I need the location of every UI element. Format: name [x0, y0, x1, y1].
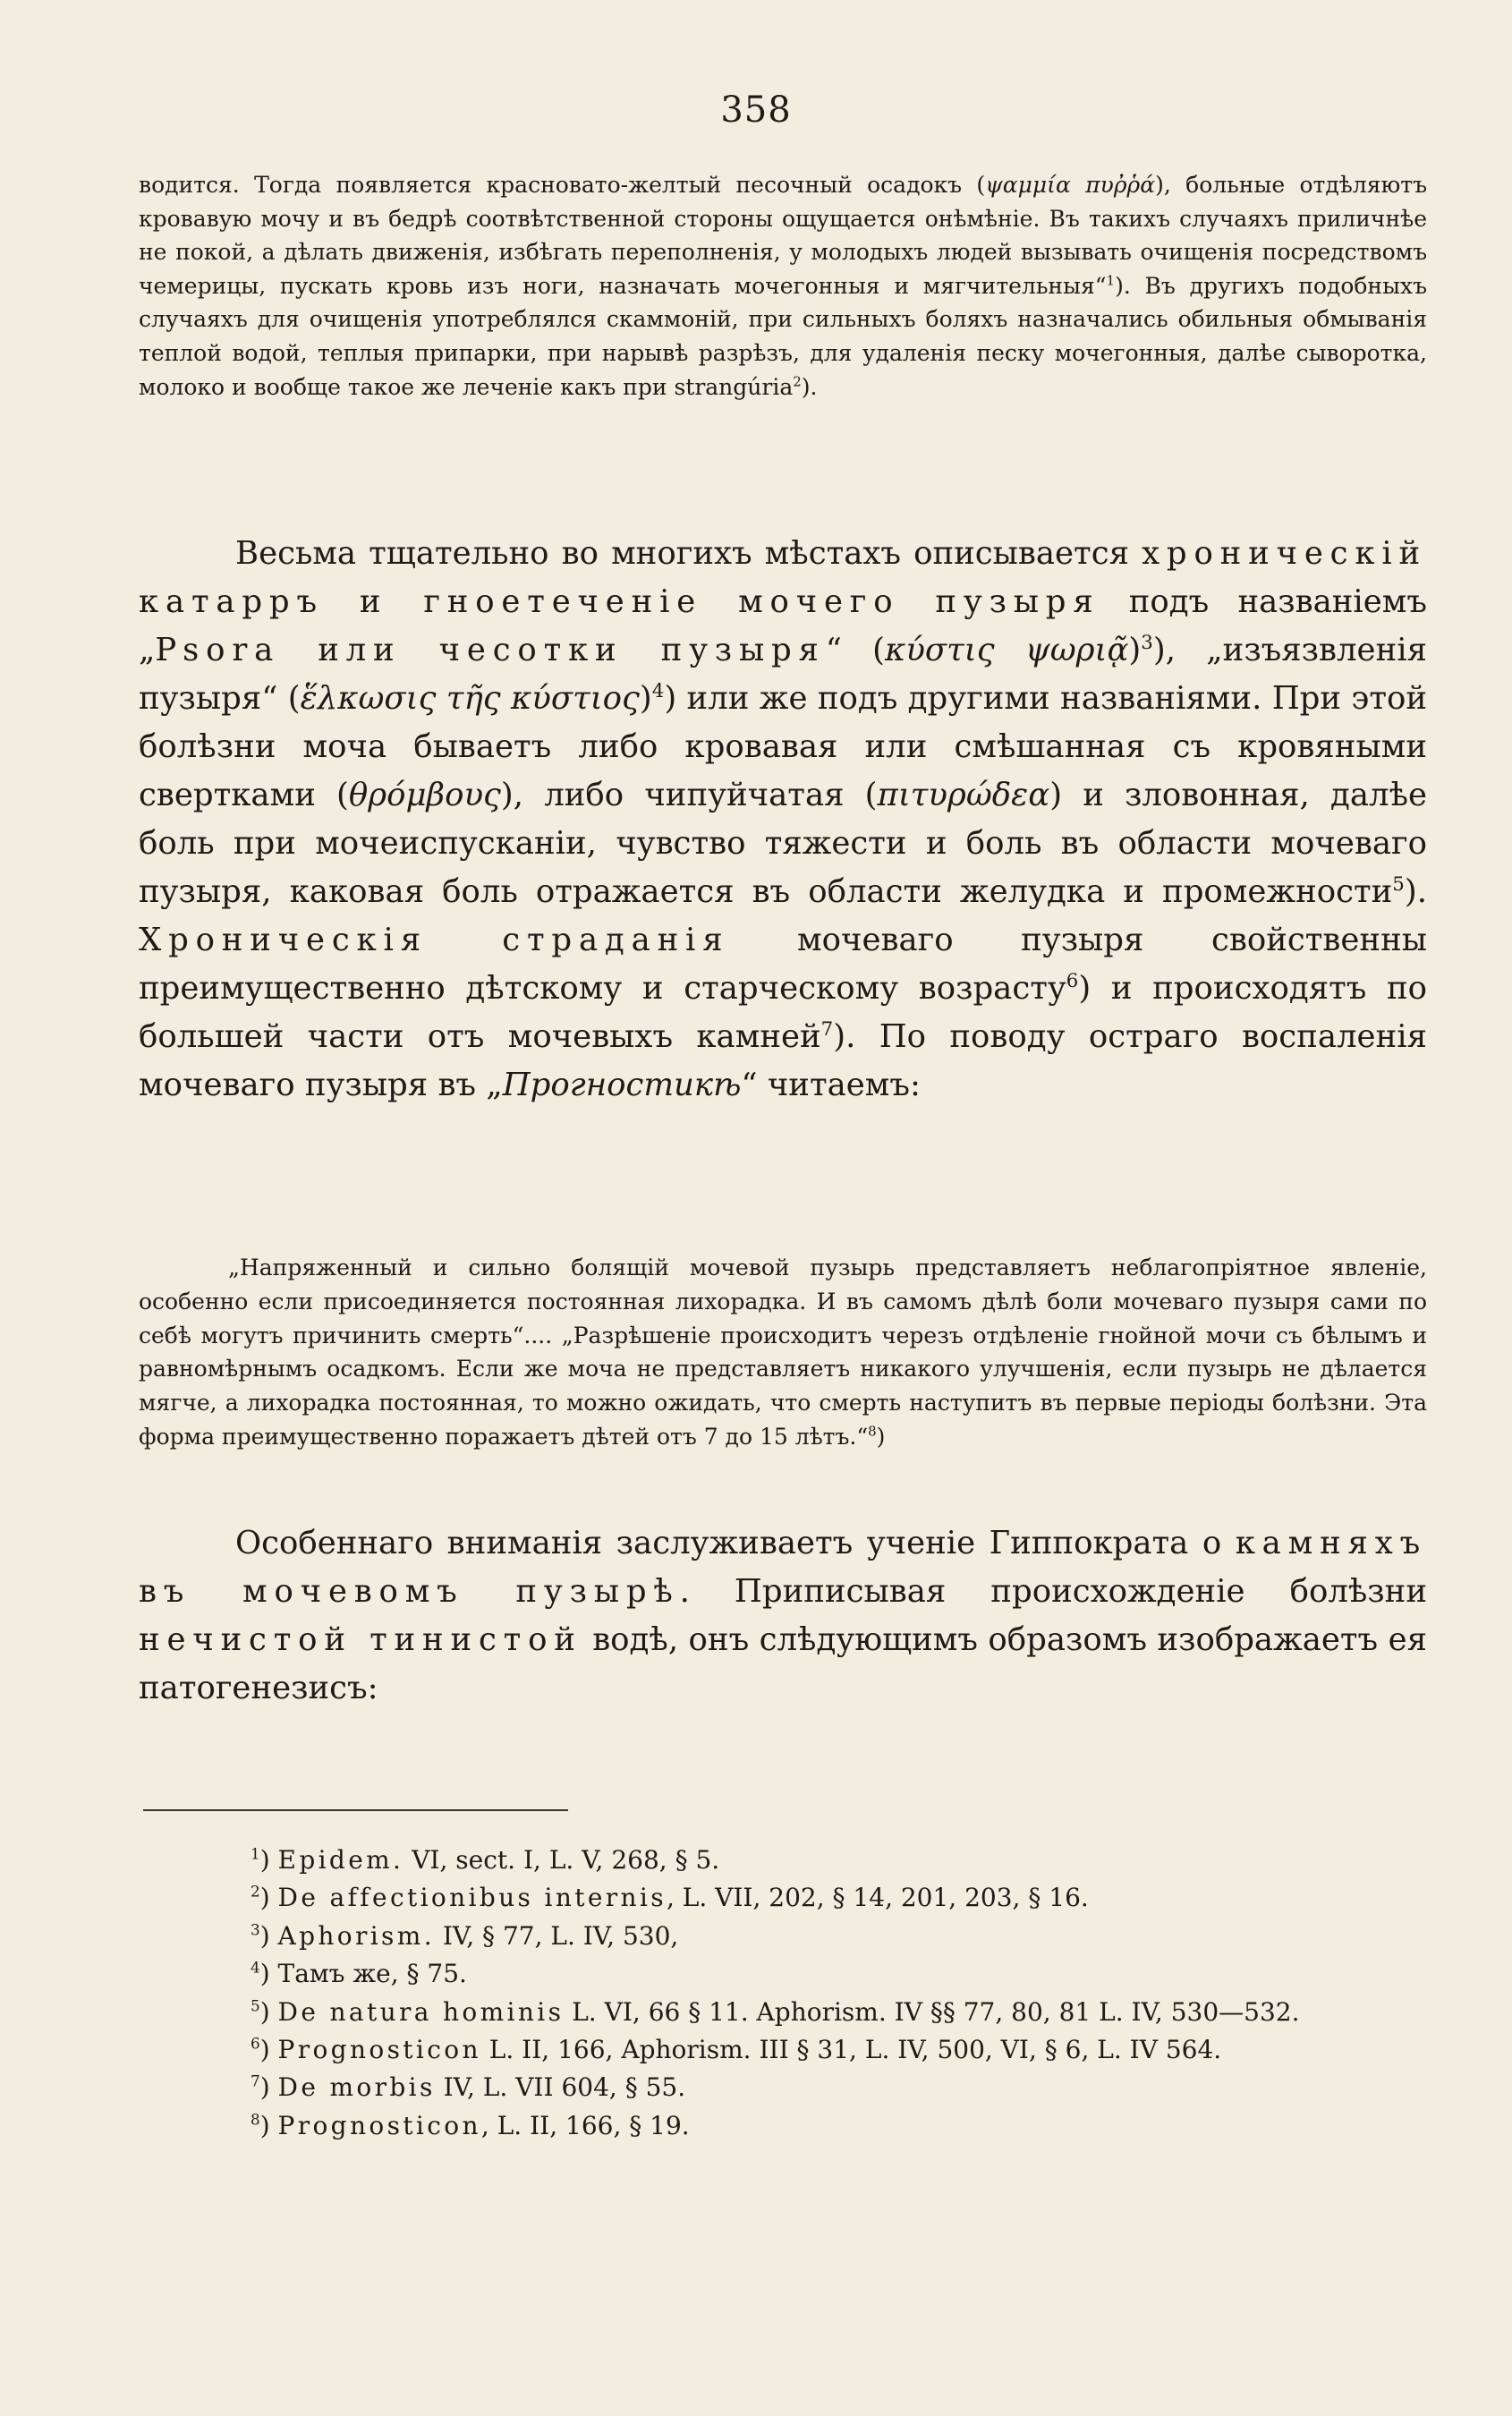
- spaced-term: хроническій катарръ и гноетеченіе мочего пузыря: [139, 535, 1427, 620]
- footnote-source: Aphorism.: [277, 1920, 435, 1951]
- footnote-ref: 6: [1066, 970, 1079, 993]
- footnote-source: Prognosticon: [277, 2035, 481, 2065]
- spaced-term: камняхъ въ мочевомъ пузырѣ: [139, 1525, 1427, 1610]
- spaced-term: Psora или чесотки пузыря: [155, 632, 826, 668]
- footnote-item: $^8$) Prognosticon, L. II, 166, § 19.: [251, 2110, 690, 2140]
- block-quote: „Напряженный и сильно болящій мочевой пузырь представляетъ неблагопріятное явленіе, особенно если присоединяется постоянная лихорадка. И въ самомъ дѣлѣ боли мочеваго пузыря сами по себѣ могутъ причинить смерть“.... „Разрѣшеніе происходитъ черезъ отдѣленіе гнойной мочи съ бѣлымъ и равномѣрнымъ осадкомъ. Если же моча не представляетъ никакого улучшенія, если пузырь не дѣлается мягче, а лихорадка постоянная, то можно ожидать, что смерть наступитъ въ первые періоды болѣзни. Эта форма преимущественно поражаетъ дѣтей отъ 7 до 15 лѣтъ.“$^8$): [139, 1255, 1427, 1450]
- footnote-item: $^7$) De morbis IV, L. VII 604, § 55.: [251, 2072, 686, 2103]
- footnote-ref: 8: [868, 1423, 877, 1440]
- footnote-source: De natura hominis: [277, 1996, 565, 2027]
- paragraph-stones: Особеннаго вниманія заслуживаетъ ученіе Гиппократа о камняхъ въ мочевомъ пузырѣ. Приписывая происхожденіе болѣзни нечистой тинистой водѣ, онъ слѣдующимъ образомъ изображаетъ ея патогенезисъ:: [139, 1525, 1427, 1706]
- footnote-item: $^4$) Тамъ же, § 75.: [251, 1958, 467, 1989]
- footnote-ref: 5: [1392, 873, 1405, 897]
- footnote-ref: 7: [820, 1018, 834, 1042]
- page-number: 358: [720, 89, 792, 131]
- paragraph-continuation: водится. Тогда появляется красновато-желтый песочный осадокъ (ψαμμία πυῤῥά), больные отдѣляютъ кровавую мочу и въ бедрѣ соотвѣтственной стороны ощущается онѣмѣніе. Въ такихъ случаяхъ приличнѣе не покой, а дѣлать движенія, избѣгать переполненія, у молодыхъ людей вызывать очищенія посредствомъ чемерицы, пускать кровь изъ ноги, назначать мочегонныя и мягчительныя“$^1$). Въ другихъ подобныхъ случаяхъ для очищенія употреблялся скаммоній, при сильныхъ боляхъ назначались обильныя обмыванія теплой водой, теплыя припарки, при нарывѣ разрѣзъ, для удаленія песку мочегонныя, далѣе сыворотка, молоко и вообще такое же леченіе какъ при strangúria$^2$).: [139, 172, 1427, 400]
- greek-term: πιτυρώδεα: [877, 777, 1050, 813]
- footnote-source: De affectionibus internis: [277, 1883, 667, 1913]
- footnote-item: $^6$) Prognosticon L. II, 166, Aphorism. III § 31, L. IV, 500, VI, § 6, L. IV 564.: [251, 2034, 1222, 2065]
- footnote-ref: 4: [651, 680, 665, 703]
- footnote-ref: 2: [793, 373, 802, 390]
- footnote-item: $^2$) De affectionibus internis, L. VII, 202, § 14, 201, 203, § 16.: [251, 1883, 1089, 1913]
- footnote-item: $^3$) Aphorism. IV, § 77, L. IV, 530,: [251, 1920, 679, 1951]
- footnote-item: $^5$) De natura hominis L. VI, 66 § 11. Aphorism. IV §§ 77, 80, 81 L. IV, 530—532.: [251, 1996, 1300, 2027]
- footnote-separator: [143, 1809, 568, 1811]
- footnote-source: Epidem.: [277, 1845, 404, 1875]
- paragraph-chronic-catarrh: Весьма тщательно во многихъ мѣстахъ описывается хроническій катарръ и гноетеченіе мочего пузыря подъ названіемъ „Psora или чесотки пузыря“ (κύστις ψωριᾷ)$^3$), „изъязвленія пузыря“ (ἕλκωσις τῆς κύστιος)$^4$) или же подъ другими названіями. При этой болѣзни моча бываетъ либо кровавая или смѣшанная съ кровяными свертками (θρόμβους), либо чипуйчатая (πιτυρώδεα) и зловонная, далѣе боль при мочеиспусканіи, чувство тяжести и боль въ области мочеваго пузыря, каковая боль отражается въ области желудка и промежности$^5$). Хроническія страданія мочеваго пузыря свойственны преимущественно дѣтскому и старческому возрасту$^6$) и происходятъ по большей части отъ мочевыхъ камней$^7$). По поводу остраго воспаленія мочеваго пузыря въ „Прогностикѣ“ читаемъ:: [139, 535, 1428, 1103]
- greek-term: κύστις ψωριᾷ: [885, 632, 1129, 668]
- footnotes: [251, 1842, 1431, 2145]
- footnote-source: De morbis: [277, 2072, 436, 2103]
- greek-term: ψαμμία πυῤῥά: [985, 172, 1156, 198]
- spaced-term: Хроническія страданія: [139, 922, 730, 958]
- italic-title: Прогностикѣ: [502, 1067, 742, 1103]
- footnote-source: Prognosticon: [277, 2110, 481, 2140]
- footnote-ref: 1: [1106, 272, 1116, 289]
- spaced-term: нечистой тинистой: [139, 1621, 582, 1658]
- greek-term: ἕλκωσις τῆς κύστιος: [300, 680, 640, 717]
- footnote-item: $^1$) Epidem. VI, sect. I, L. V, 268, § 5.: [251, 1844, 720, 1875]
- footnote-ref: 3: [1141, 632, 1153, 655]
- greek-term: θρόμβους: [348, 777, 501, 813]
